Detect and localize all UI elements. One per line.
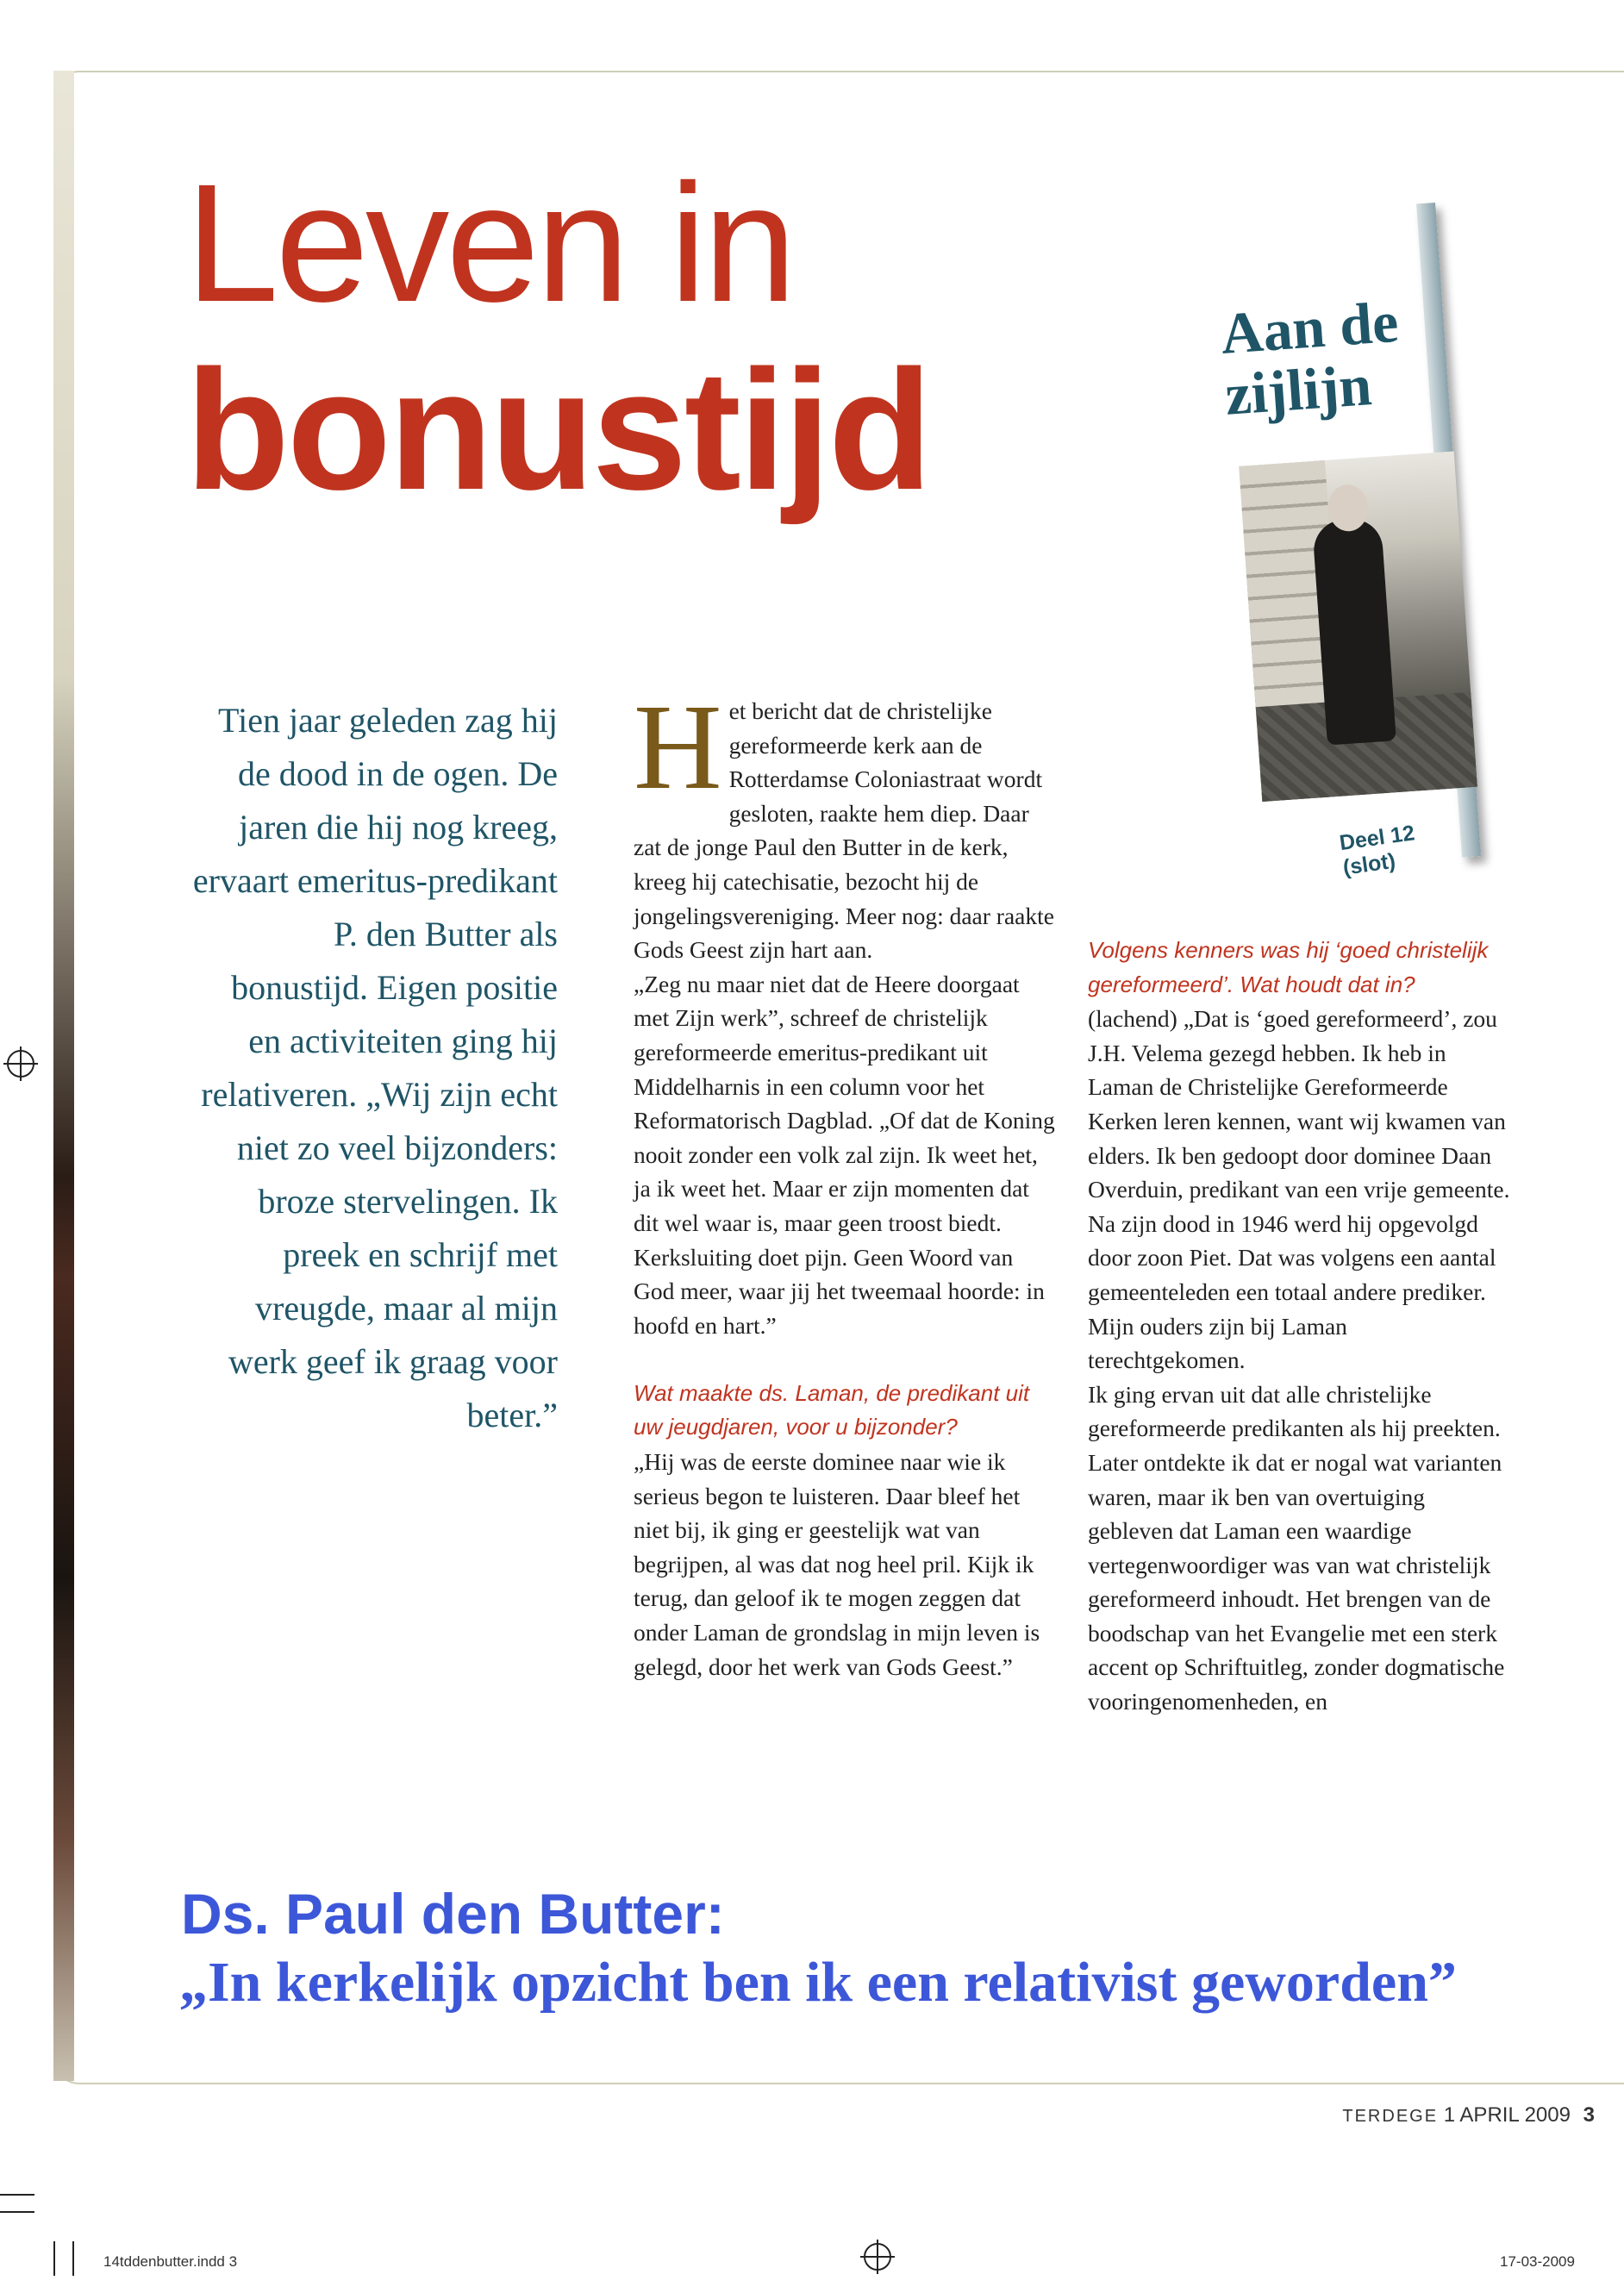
issue-date: 1 APRIL 2009	[1443, 2103, 1571, 2127]
photo-person	[1312, 517, 1396, 746]
intro-text: Tien jaar geleden zag hij de dood in de ogen. De jaren die hij nog kreeg, ervaart emeritus-predikant P. den Butter als bonustijd. Eigen positie en activiteiten ging hij relativeren. „Wij zijn echt niet zo veel bijzonders: broze stervelingen. Ik preek en schrijf met vreugde, maar al mijn werk geef ik graag voor beter.”	[192, 701, 558, 1434]
sidebar-box	[1194, 185, 1444, 880]
magazine-name: TERDEGE	[1342, 2107, 1439, 2126]
interview-question: Wat maakte ds. Laman, de predikant uit uw jeugdjaren, voor u bijzonder?	[634, 1379, 1030, 1440]
title-line-1: Leven in	[185, 149, 794, 337]
sidebar-title: Aan de zijlijn	[1218, 288, 1401, 428]
registration-mark-icon	[864, 2243, 891, 2271]
dropcap: H	[634, 678, 722, 815]
registration-mark-icon	[7, 1050, 34, 1078]
headline-name: Ds. Paul den Butter:	[181, 1882, 725, 1946]
slug-filename: 14tddenbutter.indd 3	[103, 2253, 238, 2270]
crop-mark	[53, 2241, 55, 2276]
article-column-1	[634, 678, 1056, 1684]
interview-question: Volgens kenners was hij ‘goed christelijk gereformeerd’. Wat houdt dat in?	[1088, 937, 1489, 997]
paragraph	[634, 678, 1056, 967]
sidebar-part-label: Deel 12 (slot)	[1338, 821, 1416, 880]
title-line-2: bonustijd	[185, 334, 930, 525]
crop-mark	[72, 2241, 74, 2276]
article-column-2	[1088, 934, 1510, 1719]
crop-mark	[0, 2211, 34, 2213]
interview-answer: (lachend) „Dat is ‘goed gereformeerd’, zou J.H. Velema gezegd hebben. Ik heb in Laman de Christelijke Gereformeerde Kerken leren kennen, want wij kwamen van elders. Ik ben gedoopt door dominee Daan Overduin, predikant van een vrije gemeente. Na zijn dood in 1946 werd hij opgevolgd door zoon Piet. Dat was volgens een aantal gemeenteleden een totaal andere prediker. Mijn ouders zijn bij Laman terechtgekomen.	[1088, 1005, 1510, 1374]
paragraph-text: et bericht dat de christelijke gereformeerde kerk aan de Rotterdamse Coloniastraat wordt gesloten, raakte hem diep. Daar zat de jonge Paul den Butter in de kerk, kreeg hij catechisatie, bezocht hij de jongelingsvereniging. Meer nog: daar raakte Gods Geest zijn hart aan.	[634, 697, 1054, 964]
spacer	[634, 1342, 1056, 1377]
interview-answer: „Hij was de eerste dominee naar wie ik serieus begon te luisteren. Daar bleef het niet bij, ik ging er geestelijk wat van begrijpen, al was dat nog heel pril. Kijk ik terug, dan geloof ik te mogen zeggen dat onder Laman de grondslag in mijn leven is gelegd, door het werk van Gods Geest.”	[634, 1448, 1040, 1680]
crop-mark	[0, 2194, 34, 2196]
headline-quote: „In kerkelijk opzicht ben ik een relativist geworden”	[179, 1951, 1457, 2014]
paragraph: Ik ging ervan uit dat alle christelijke gereformeerde predikanten als hij preekten. Later ontdekte ik dat er nogal wat varianten waren, maar ik ben van overtuiging gebleven dat Laman een waardige vertegenwoordiger was van wat christelijk gereformeerd inhoudt. Het brengen van de boodschap van het Evangelie met een sterk accent op Schriftuitleg, zonder dogmatische vooringenomenheden, en	[1088, 1380, 1505, 1715]
paragraph: „Zeg nu maar niet dat de Heere doorgaat met Zijn werk”, schreef de christelijk gereformeerde emeritus-predikant uit Middelharnis in een column voor het Reformatorisch Dagblad. „Of dat de Koning nooit zonder een volk zal zijn. Ik weet het, ja ik weet het. Maar er zijn momenten dat dit wel waar is, maar geen troost biedt. Kerksluiting doet pijn. Geen Woord van God meer, waar jij het tweemaal hoorde: in hoofd en hart.”	[634, 970, 1055, 1339]
page-footer	[1336, 2103, 1595, 2127]
portrait-photo	[1239, 452, 1477, 802]
page-number: 3	[1583, 2103, 1595, 2127]
side-photo-strip	[53, 71, 74, 2081]
sidebar-card	[1195, 185, 1472, 880]
slug-date: 17-03-2009	[1500, 2253, 1575, 2270]
